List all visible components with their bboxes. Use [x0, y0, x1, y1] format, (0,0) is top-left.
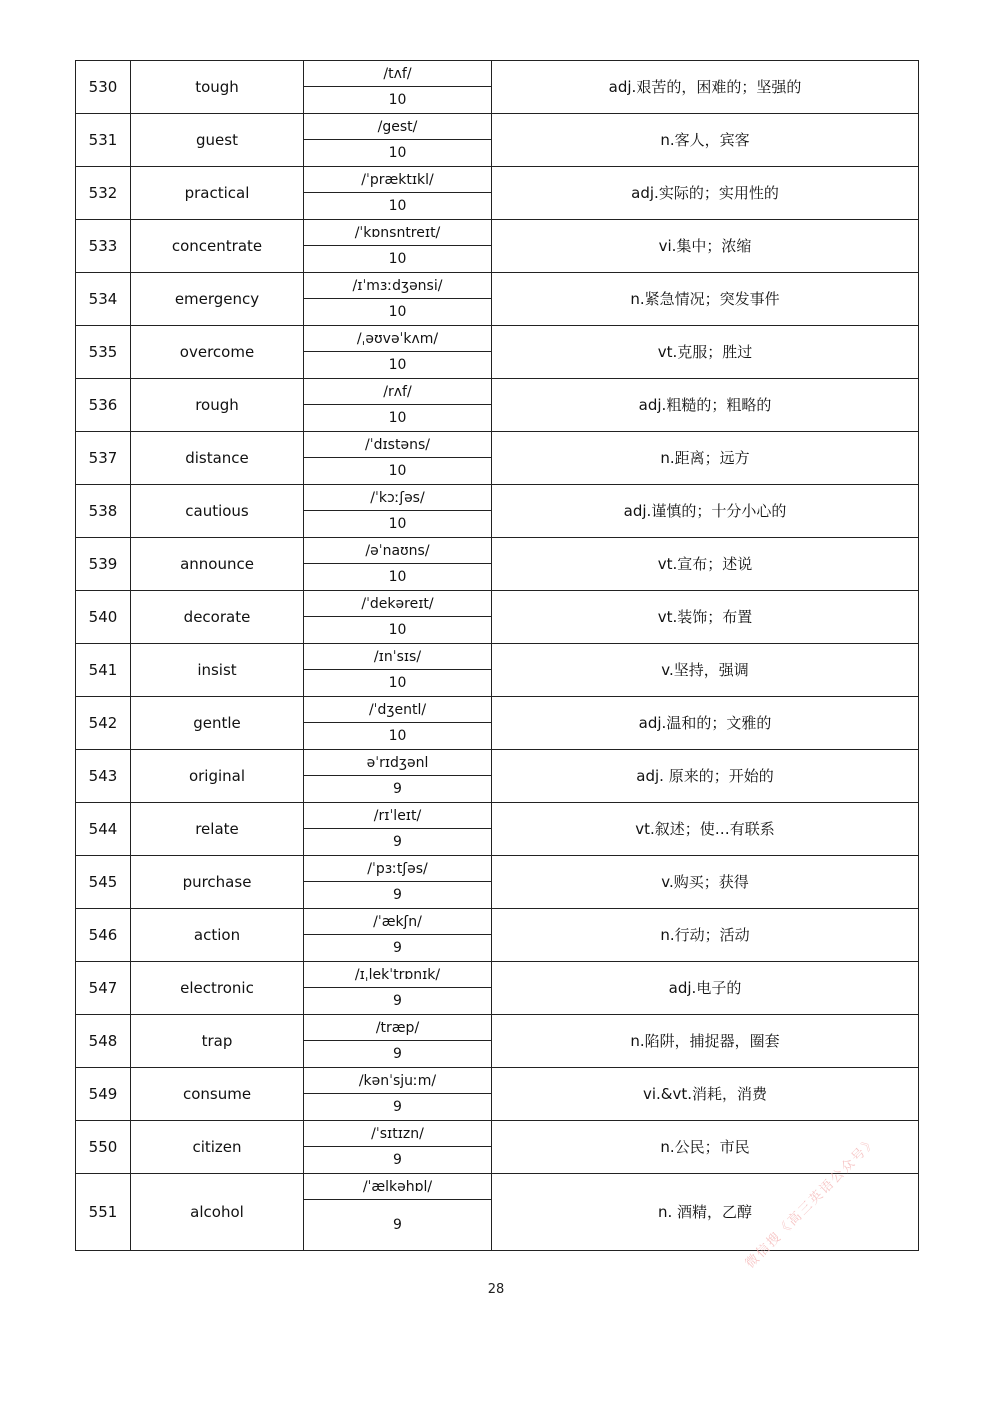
entry-word: decorate — [131, 591, 304, 644]
entry-frequency: 10 — [304, 87, 492, 114]
entry-word: emergency — [131, 273, 304, 326]
entry-word: practical — [131, 167, 304, 220]
entry-frequency: 10 — [304, 140, 492, 167]
entry-word: original — [131, 750, 304, 803]
entry-phonetic: /ɪˌlekˈtrɒnɪk/ — [304, 962, 492, 988]
entry-phonetic: /ˈdʒentl/ — [304, 697, 492, 723]
entry-frequency: 10 — [304, 458, 492, 485]
entry-meaning: adj.温和的；文雅的 — [492, 697, 919, 750]
entry-word: trap — [131, 1015, 304, 1068]
word-entry-row — [76, 644, 919, 670]
entry-word: electronic — [131, 962, 304, 1015]
word-entry-row — [76, 697, 919, 723]
entry-meaning: vi.&vt.消耗，消费 — [492, 1068, 919, 1121]
word-entry-row — [76, 273, 919, 299]
entry-word: cautious — [131, 485, 304, 538]
word-entry-row — [76, 1174, 919, 1200]
vocabulary-table — [75, 60, 919, 1251]
entry-phonetic: /ˈpræktɪkl/ — [304, 167, 492, 193]
word-entry-row — [76, 856, 919, 882]
entry-meaning: n.行动；活动 — [492, 909, 919, 962]
entry-frequency: 10 — [304, 299, 492, 326]
entry-phonetic: /ˈækʃn/ — [304, 909, 492, 935]
entry-meaning: vt.宣布；述说 — [492, 538, 919, 591]
entry-number: 550 — [76, 1121, 131, 1174]
entry-number: 549 — [76, 1068, 131, 1121]
entry-phonetic: /tʌf/ — [304, 61, 492, 87]
entry-word: announce — [131, 538, 304, 591]
entry-frequency: 9 — [304, 776, 492, 803]
watermark: 微信搜《高三英语公众号》 — [742, 1133, 881, 1272]
entry-phonetic: /ɪnˈsɪs/ — [304, 644, 492, 670]
entry-word: guest — [131, 114, 304, 167]
entry-word: relate — [131, 803, 304, 856]
word-entry-row — [76, 538, 919, 564]
entry-word: action — [131, 909, 304, 962]
entry-phonetic: /əˈnaʊns/ — [304, 538, 492, 564]
entry-phonetic: /ˈsɪtɪzn/ — [304, 1121, 492, 1147]
entry-number: 546 — [76, 909, 131, 962]
entry-frequency: 10 — [304, 511, 492, 538]
entry-phonetic: əˈrɪdʒənl — [304, 750, 492, 776]
entry-phonetic: /ˌəʊvəˈkʌm/ — [304, 326, 492, 352]
entry-phonetic: /rɪˈleɪt/ — [304, 803, 492, 829]
entry-word: citizen — [131, 1121, 304, 1174]
entry-frequency: 10 — [304, 193, 492, 220]
entry-word: alcohol — [131, 1174, 304, 1251]
entry-phonetic: /ˈdekəreɪt/ — [304, 591, 492, 617]
word-entry-row — [76, 167, 919, 193]
entry-meaning: vt.克服；胜过 — [492, 326, 919, 379]
entry-number: 536 — [76, 379, 131, 432]
word-entry-row — [76, 962, 919, 988]
entry-number: 542 — [76, 697, 131, 750]
entry-meaning: vi.集中；浓缩 — [492, 220, 919, 273]
word-entry-row — [76, 1121, 919, 1147]
word-entry-row — [76, 1068, 919, 1094]
entry-meaning: adj. 原来的；开始的 — [492, 750, 919, 803]
entry-frequency: 10 — [304, 564, 492, 591]
entry-frequency: 9 — [304, 882, 492, 909]
word-entry-row — [76, 803, 919, 829]
entry-meaning: n.紧急情况；突发事件 — [492, 273, 919, 326]
entry-number: 537 — [76, 432, 131, 485]
entry-number: 538 — [76, 485, 131, 538]
entry-meaning: adj.谨慎的；十分小心的 — [492, 485, 919, 538]
entry-number: 547 — [76, 962, 131, 1015]
entry-meaning: n.陷阱，捕捉器，圈套 — [492, 1015, 919, 1068]
entry-frequency: 10 — [304, 405, 492, 432]
entry-frequency: 9 — [304, 1041, 492, 1068]
entry-number: 533 — [76, 220, 131, 273]
entry-meaning: vt.叙述；使…有联系 — [492, 803, 919, 856]
entry-number: 541 — [76, 644, 131, 697]
word-entry-row — [76, 1015, 919, 1041]
entry-number: 544 — [76, 803, 131, 856]
word-entry-row — [76, 591, 919, 617]
word-entry-row — [76, 114, 919, 140]
entry-number: 539 — [76, 538, 131, 591]
entry-phonetic: /ˈkɔːʃəs/ — [304, 485, 492, 511]
entry-frequency: 9 — [304, 1094, 492, 1121]
entry-word: concentrate — [131, 220, 304, 273]
entry-frequency: 9 — [304, 935, 492, 962]
entry-number: 531 — [76, 114, 131, 167]
entry-number: 535 — [76, 326, 131, 379]
entry-frequency: 10 — [304, 246, 492, 273]
entry-word: insist — [131, 644, 304, 697]
entry-number: 534 — [76, 273, 131, 326]
entry-number: 548 — [76, 1015, 131, 1068]
entry-frequency: 9 — [304, 1200, 492, 1251]
entry-phonetic: /ˈkɒnsntreɪt/ — [304, 220, 492, 246]
entry-meaning: vt.装饰；布置 — [492, 591, 919, 644]
page-number: 28 — [487, 1282, 505, 1297]
word-entry-row — [76, 379, 919, 405]
word-entry-row — [76, 432, 919, 458]
entry-meaning: adj.粗糙的；粗略的 — [492, 379, 919, 432]
entry-phonetic: /gest/ — [304, 114, 492, 140]
entry-word: tough — [131, 61, 304, 114]
entry-word: overcome — [131, 326, 304, 379]
entry-meaning: n. 酒精，乙醇 — [492, 1174, 919, 1251]
entry-phonetic: /ˈdɪstəns/ — [304, 432, 492, 458]
entry-word: purchase — [131, 856, 304, 909]
entry-frequency: 10 — [304, 723, 492, 750]
entry-phonetic: /ˈpɜːtʃəs/ — [304, 856, 492, 882]
word-entry-row — [76, 485, 919, 511]
entry-meaning: n.距离；远方 — [492, 432, 919, 485]
entry-frequency: 9 — [304, 988, 492, 1015]
entry-number: 545 — [76, 856, 131, 909]
word-entry-row — [76, 326, 919, 352]
word-entry-row — [76, 750, 919, 776]
entry-frequency: 10 — [304, 352, 492, 379]
entry-number: 543 — [76, 750, 131, 803]
entry-word: rough — [131, 379, 304, 432]
entry-frequency: 10 — [304, 670, 492, 697]
entry-word: consume — [131, 1068, 304, 1121]
word-entry-row — [76, 220, 919, 246]
entry-frequency: 9 — [304, 829, 492, 856]
entry-phonetic: /kənˈsjuːm/ — [304, 1068, 492, 1094]
entry-meaning: v.购买；获得 — [492, 856, 919, 909]
entry-word: distance — [131, 432, 304, 485]
word-entry-row — [76, 909, 919, 935]
entry-number: 551 — [76, 1174, 131, 1251]
entry-number: 532 — [76, 167, 131, 220]
entry-phonetic: /rʌf/ — [304, 379, 492, 405]
word-entry-row — [76, 61, 919, 87]
entry-meaning: n.客人，宾客 — [492, 114, 919, 167]
entry-meaning: adj.电子的 — [492, 962, 919, 1015]
entry-meaning: adj.艰苦的，困难的；坚强的 — [492, 61, 919, 114]
vocabulary-table-body — [76, 61, 919, 1251]
entry-meaning: n.公民；市民 — [492, 1121, 919, 1174]
entry-frequency: 10 — [304, 617, 492, 644]
entry-meaning: adj.实际的；实用性的 — [492, 167, 919, 220]
entry-frequency: 9 — [304, 1147, 492, 1174]
entry-phonetic: /træp/ — [304, 1015, 492, 1041]
entry-phonetic: /ˈælkəhɒl/ — [304, 1174, 492, 1200]
entry-number: 540 — [76, 591, 131, 644]
entry-number: 530 — [76, 61, 131, 114]
entry-phonetic: /ɪˈmɜːdʒənsi/ — [304, 273, 492, 299]
entry-word: gentle — [131, 697, 304, 750]
entry-meaning: v.坚持，强调 — [492, 644, 919, 697]
